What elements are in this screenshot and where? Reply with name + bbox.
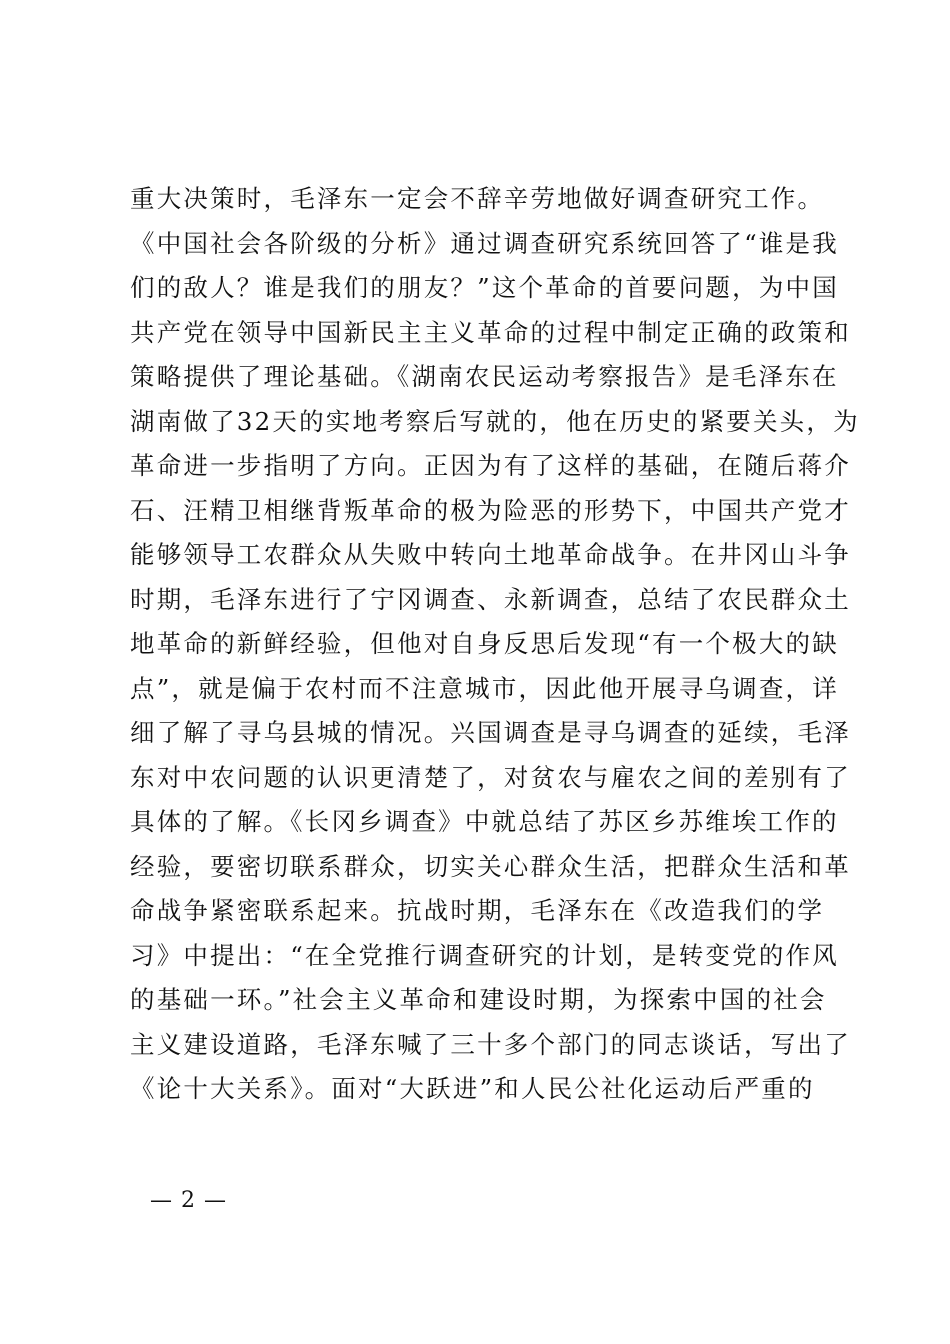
text-line: 湖南做了32天的实地考察后写就的，他在历史的紧要关头，为 (130, 406, 860, 436)
text-line: 地革命的新鲜经验，但他对自身反思后发现“有一个极大的缺 (130, 629, 839, 658)
text-line: 石、汪精卫相继背叛革命的极为险恶的形势下，中国共产党才 (130, 495, 851, 525)
text-line: 《论十大关系》。面对“大跃进”和人民公社化运动后严重的 (130, 1074, 815, 1103)
text-line: 的基础一环。”社会主义革命和建设时期，为探索中国的社会 (130, 985, 827, 1014)
page-number: — 2 — (150, 1188, 227, 1213)
text-line: 经验，要密切联系群众，切实关心群众生活，把群众生活和革 (130, 851, 851, 881)
text-line: 革命进一步指明了方向。正因为有了这样的基础，在随后蒋介 (130, 451, 851, 480)
text-line: 能够领导工农群众从失败中转向土地革命战争。在井冈山斗争 (130, 540, 851, 569)
text-line: 们的敌人？谁是我们的朋友？”这个革命的首要问题，为中国 (130, 273, 839, 302)
text-line: 习》中提出：“在全党推行调查研究的计划，是转变党的作风 (130, 940, 839, 970)
text-line: 《中国社会各阶级的分析》通过调查研究系统回答了“谁是我 (130, 228, 839, 258)
text-line: 策略提供了理论基础。《湖南农民运动考察报告》是毛泽东在 (130, 362, 839, 391)
text-line: 主义建设道路，毛泽东喊了三十多个部门的同志谈话，写出了 (130, 1029, 851, 1059)
text-line: 时期，毛泽东进行了宁冈调查、永新调查，总结了农民群众土 (130, 584, 851, 614)
body-text (130, 177, 860, 1112)
text-line: 细了解了寻乌县城的情况。兴国调查是寻乌调查的延续，毛泽 (130, 718, 851, 747)
text-line: 重大决策时，毛泽东一定会不辞辛劳地做好调查研究工作。 (130, 184, 825, 213)
text-line: 东对中农问题的认识更清楚了，对贫农与雇农之间的差别有了 (130, 762, 851, 792)
text-line: 具体的了解。《长冈乡调查》中就总结了苏区乡苏维埃工作的 (130, 807, 839, 836)
text-line: 共产党在领导中国新民主主义革命的过程中制定正确的政策和 (130, 317, 851, 347)
text-line: 点”，就是偏于农村而不注意城市，因此他开展寻乌调查，详 (130, 673, 839, 703)
text-line: 命战争紧密联系起来。抗战时期，毛泽东在《改造我们的学 (130, 896, 825, 925)
